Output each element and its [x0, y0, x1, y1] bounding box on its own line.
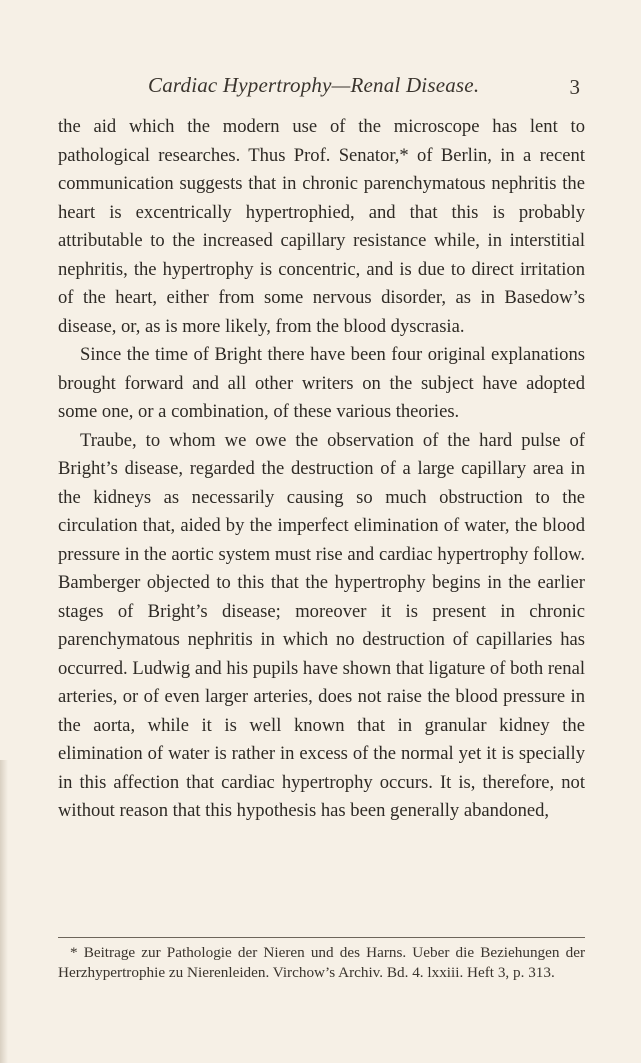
page-header: [60, 73, 580, 103]
paragraph-3: Traube, to whom we owe the observation of the hard pulse of Bright’s disease, regarded the destruction of a large capillary area in the kidneys as necessarily causing so much obstruction to the circulation that, aided by the imperfect elimination of water, the blood pressure in the aortic system must rise and cardiac hypertrophy follow. Bamberger objected to this that the hypertrophy begins in the earlier stages of Bright’s disease; moreover it is present in chronic parenchymatous nephritis in which no destruction of capillaries has occurred. Ludwig and his pupils have shown that ligature of both renal arteries, or of even larger arteries, does not raise the blood pressure in the aorta, while it is well known that in granular kidney the elimination of water is rather in excess of the normal yet it is specially in this affection that cardiac hypertrophy occurs. It is, therefore, not without reason that this hypothesis has been generally abandoned,: [58, 429, 585, 821]
body-text: [58, 113, 585, 826]
footnote-text: * Beitrage zur Pathologie der Nieren und des Harns. Ueber die Beziehungen der Herzhypertrophie zu Nierenleiden. Virchow’s Archiv. Bd. 4. lxxiii. Heft 3, p. 313.: [58, 944, 585, 981]
page-number: 3: [569, 75, 580, 99]
paragraph-2: Since the time of Bright there have been four original explanations brought forward and all other writers on the subject have adopted some one, or a combination, of these various theories.: [58, 344, 585, 422]
page-edge-shadow: [0, 760, 8, 1063]
footnote-divider: [58, 937, 585, 938]
paragraph-1: the aid which the modern use of the microscope has lent to pathological researches. Thus Prof. Senator,* of Berlin, in a recent communication suggests that in chronic parenchymatous nephritis the heart is excentrically hypertrophied, and that this is probably attributable to the increased capillary resistance while, in interstitial nephritis, the hypertrophy is concentric, and is due to direct irritation of the heart, either from some nervous disorder, as in Basedow’s disease, or, as is more likely, from the blood dyscrasia.: [58, 116, 585, 337]
running-title: Cardiac Hypertrophy—Renal Disease.: [148, 73, 480, 97]
footnote: [58, 943, 585, 982]
